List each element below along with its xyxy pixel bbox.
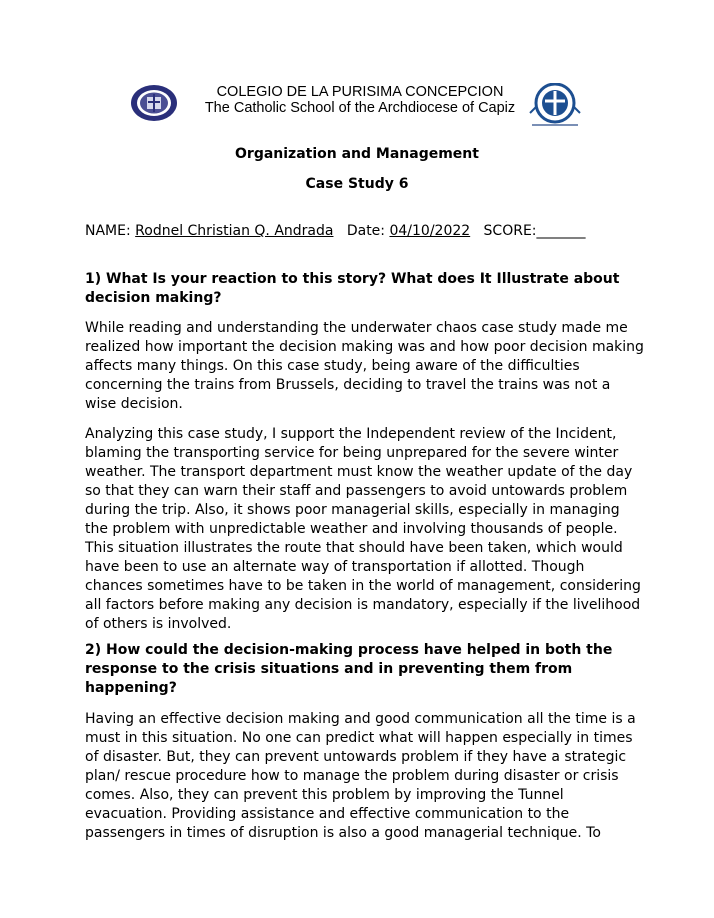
school-name: COLEGIO DE LA PURISIMA CONCEPCION: [216, 84, 504, 100]
question-2: 2) How could the decision-making process have helped in both the response to the crisis situations and in preventing them from happening?: [85, 642, 613, 696]
name-label: NAME:: [85, 223, 131, 239]
score-label: SCORE:: [483, 223, 537, 239]
school-seal-right-icon: [528, 83, 582, 129]
case-study-title: Case Study 6: [305, 176, 409, 192]
student-info-line: [85, 223, 586, 239]
name-value: Rodnel Christian Q. Andrada: [135, 223, 334, 239]
answer-2-paragraph-1: Having an effective decision making and good communication all the time is a must in this situation. No one can predict what will happen especially in times of disaster. But, they can prevent untowards problem if they have a strategic plan/ rescue procedure how to manage the problem during disaster or crisis comes. Also, they can prevent this problem by improving the Tunnel evacuation. Providing assistance and effective communication to the passengers in times of disruption is also a good managerial technique. To: [85, 711, 636, 841]
answer-1-paragraph-1: While reading and understanding the underwater chaos case study made me realized how important the decision making was and how poor decision making affects many things. On this case study, being aware of the difficulties concerning the trains from Brussels, deciding to travel the trains was not a wise decision.: [85, 320, 644, 412]
school-subtitle: The Catholic School of the Archdiocese of Capiz: [204, 100, 516, 116]
date-label: Date:: [346, 223, 386, 239]
subject-heading: Organization and Management: [235, 146, 479, 162]
question-1: 1) What Is your reaction to this story? What does It Illustrate about decision making?: [85, 271, 620, 306]
answer-1-paragraph-2: Analyzing this case study, I support the Independent review of the Incident, blaming the transporting service for being unprepared for the severe winter weather. The transport department must know the weather update of the day so that they can warn their staff and passengers to avoid untowards problem during the trip. Also, it shows poor managerial skills, especially in managing the problem with unpredictable weather and involving thousands of people. This situation illustrates the route that should have been taken, which would have been to use an alternate way of transportation if allotted. Though chances sometimes have to be taken in the world of management, considering all factors before making any decision is mandatory, especially if the livelihood of others is involved.: [85, 426, 641, 632]
date-value: 04/10/2022: [389, 223, 471, 239]
score-blank: _______: [536, 223, 586, 239]
school-seal-left-icon: [130, 84, 178, 122]
document-header: [0, 83, 714, 133]
